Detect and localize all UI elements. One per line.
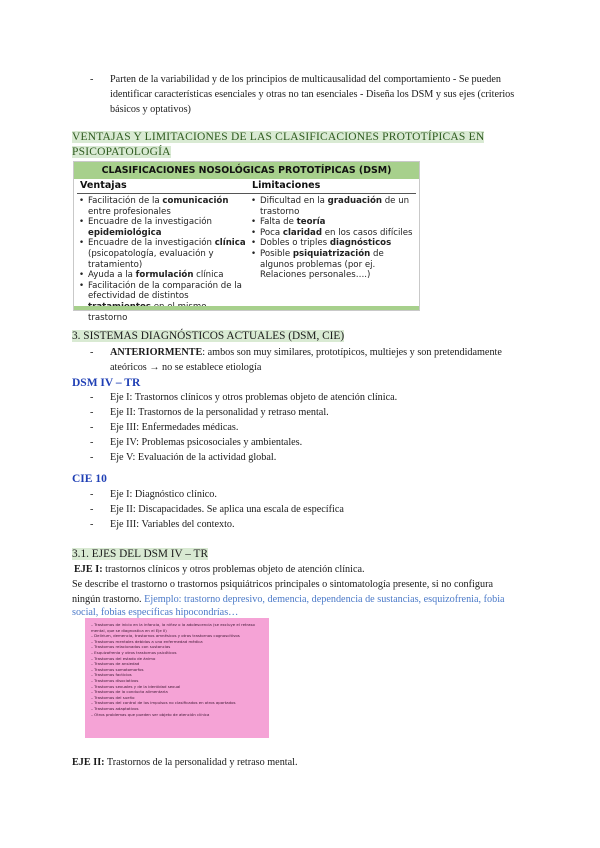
- list-item: – Trastornos adaptativos: [91, 705, 139, 711]
- bullet-dash: -: [90, 407, 94, 418]
- list-item: [250, 228, 415, 239]
- limitaciones-list: [250, 196, 415, 281]
- eje1-description-1: Se describe el trastorno o trastornos psiquiátricos principales o sintomatología presente, si no configura: [72, 579, 493, 590]
- eje1-desc-start: ningún trastorno.: [72, 594, 145, 605]
- column-ventajas: Ventajas: [80, 180, 127, 191]
- bullet-dash: -: [90, 452, 94, 463]
- section31-title: [72, 547, 208, 562]
- list-item-keyword: graduación: [327, 196, 382, 206]
- list-item-keyword: formulación: [135, 270, 194, 281]
- list-item: – Trastornos facticios: [91, 672, 132, 678]
- cie-heading: CIE 10: [72, 473, 107, 485]
- cie-item-text: Eje III: Variables del contexto.: [110, 519, 235, 530]
- list-item: – Trastornos mentales debidos a una enfermedad médica: [91, 638, 203, 644]
- list-item: [78, 270, 246, 281]
- list-item-keyword: claridad: [282, 227, 322, 238]
- list-item-text: en los casos difíciles: [322, 227, 413, 238]
- eje1-label: EJE I:: [74, 564, 103, 575]
- dsm-item-text: Eje I: Trastornos clínicos y otros problemas objeto de atención clínica.: [110, 392, 398, 403]
- list-item-keyword: clínica: [214, 238, 246, 249]
- eje1-example-1: Ejemplo: trastorno depresivo, demencia, dependencia de sustancias, esquizofrenia, fobia: [144, 594, 505, 605]
- list-item-text: de un trastorno: [260, 196, 410, 217]
- intro-text: Parten de la variabilidad y de los principios de multicausalidad del comportamiento - Se pueden identificar características esenciales y otras no tan esenciales - Diseña los DSM y sus ejes (criterios básicos y optativos): [110, 74, 515, 115]
- list-item-keyword: diagnósticos: [329, 238, 392, 249]
- bullet-dash: -: [90, 422, 94, 433]
- table-header: CLASIFICACIONES NOSOLÓGICAS PROTOTÍPICAS (DSM): [74, 162, 419, 179]
- cie-item: [90, 517, 235, 532]
- list-item: [78, 238, 246, 270]
- list-item: – Trastornos de inicio en la infancia, la niñez o la adolescencia (se excluye el retraso: [91, 622, 255, 627]
- dsm-item-text: Eje III: Enfermedades médicas.: [110, 422, 239, 433]
- list-item: – Trastornos del estado de ánimo: [91, 655, 156, 661]
- list-item: [250, 238, 415, 249]
- list-item-text: (psicopatología, evaluación y tratamiento): [88, 248, 214, 270]
- list-item-text: entre profesionales: [88, 206, 171, 217]
- list-item-text: Dobles o triples: [260, 238, 330, 249]
- dsm-heading: DSM IV – TR: [72, 377, 141, 389]
- anteriormente-label: ANTERIORMENTE: [110, 347, 203, 358]
- list-item: – Trastornos de la conducta alimentaria: [91, 689, 168, 695]
- ventajas-list: [78, 196, 246, 323]
- dsm-item: [90, 405, 329, 420]
- list-item-text: Falta de: [260, 217, 297, 228]
- list-item-text: Poca: [260, 227, 283, 238]
- cie-item: [90, 502, 344, 517]
- list-item-keyword: comunicación: [162, 196, 229, 206]
- eje2-line: [72, 755, 298, 770]
- list-item-keyword: epidemiológica: [88, 227, 162, 238]
- list-item-text: Facilitación de la comparación de la efectividad de distintos: [88, 280, 242, 302]
- table-divider: [77, 193, 416, 194]
- list-item: mental, que se diagnostica en el Eje II): [91, 627, 167, 633]
- eje1-example-2: social, fobias específicas hipocondrías…: [72, 607, 239, 618]
- list-item: [250, 249, 415, 281]
- section31-title-text: 3.1. EJES DEL DSM IV – TR: [72, 548, 208, 560]
- list-item-text: Dificultad en la: [260, 196, 328, 206]
- list-item-text: Posible: [260, 248, 293, 259]
- anteriormente-item: [90, 345, 530, 375]
- list-item: [250, 196, 415, 217]
- dsm-item-text: Eje II: Trastornos de la personalidad y retraso mental.: [110, 407, 329, 418]
- dsm-item: [90, 450, 276, 465]
- eje1-disorders-list: [85, 618, 269, 717]
- bullet-dash: -: [90, 392, 94, 403]
- list-item: – Trastornos disociativos: [91, 677, 139, 683]
- list-item-text: Facilitación de la: [88, 196, 163, 206]
- eje2-text: Trastornos de la personalidad y retraso mental.: [104, 757, 298, 768]
- cie-item-text: Eje I: Diagnóstico clínico.: [110, 489, 217, 500]
- list-item-text: de algunos problemas (por ej. Relaciones personales….): [260, 248, 384, 281]
- bullet-dash: -: [90, 437, 94, 448]
- bullet-dash: -: [90, 489, 94, 500]
- intro-bullet: [90, 72, 530, 117]
- dsm-item-text: Eje V: Evaluación de la actividad global.: [110, 452, 277, 463]
- eje1-disorders-image: [85, 618, 269, 738]
- section-title-line2: PSICOPATOLOGÍA: [72, 146, 171, 158]
- list-item: [78, 196, 246, 217]
- list-item: [78, 217, 246, 238]
- list-item: – Trastornos sexuales y de la identidad sexual: [91, 683, 181, 689]
- list-item: – Otros problemas que pueden ser objeto de atención clínica: [91, 711, 210, 717]
- list-item: [250, 217, 415, 228]
- list-item-keyword: psiquiatrización: [292, 248, 371, 259]
- bullet-dash: -: [90, 504, 94, 515]
- list-item: – Trastornos relacionados con sustancias: [91, 644, 171, 650]
- list-item-text: Encuadre de la investigación: [88, 217, 212, 228]
- bullet-dash: -: [90, 519, 94, 530]
- bullet-dash: -: [90, 74, 94, 85]
- dsm-item-text: Eje IV: Problemas psicosociales y ambientales.: [110, 437, 303, 448]
- list-item-text: clínica: [193, 270, 224, 281]
- dsm-item: [90, 420, 238, 435]
- list-item: – Trastornos del control de los impulsos no clasificados en otros apartados: [91, 700, 236, 706]
- bullet-dash: -: [90, 347, 94, 358]
- column-limitaciones: Limitaciones: [252, 180, 321, 191]
- list-item: – Trastornos del sueño: [91, 694, 135, 700]
- list-item: – Trastornos de ansiedad: [91, 661, 140, 667]
- cie-item: [90, 487, 217, 502]
- list-item: [78, 281, 246, 323]
- eje2-label: EJE II:: [72, 757, 105, 768]
- dsm-item: [90, 390, 397, 405]
- section3-title: [72, 329, 344, 344]
- anteriormente-text-1: : ambos son muy similares, prototípicos, multiejes y son pretendidamente: [202, 347, 502, 358]
- cie-item-text: Eje II: Discapacidades. Se aplica una escala de específica: [110, 504, 344, 515]
- eje1-text: trastornos clínicos y otros problemas objeto de atención clínica.: [102, 564, 365, 575]
- section-title-ventajas: [72, 130, 484, 160]
- table-bottom-band: [74, 306, 419, 310]
- anteriormente-text-2: ateóricos → no se establece etiología: [110, 362, 262, 373]
- list-item: – Trastornos somatomorfos: [91, 666, 144, 672]
- section3-title-text: 3. SISTEMAS DIAGNÓSTICOS ACTUALES (DSM, CIE): [72, 330, 345, 342]
- classification-table: [73, 161, 420, 323]
- section-title-line1: VENTAJAS Y LIMITACIONES DE LAS CLASIFICACIONES PROTOTÍPICAS EN: [72, 131, 485, 143]
- eje1-line: [74, 562, 365, 577]
- list-item: – Esquizofrenia y otros trastornos psicóticos: [91, 649, 177, 655]
- dsm-item: [90, 435, 302, 450]
- list-item-keyword: teoría: [296, 217, 326, 228]
- list-item-text: Encuadre de la investigación: [88, 238, 215, 249]
- list-item: – Delirium, demencia, trastornos amnésicos y otros trastornos cognoscitivos: [91, 633, 240, 639]
- list-item-text: trastorno: [88, 312, 128, 323]
- list-item-text: Ayuda a la: [88, 270, 136, 281]
